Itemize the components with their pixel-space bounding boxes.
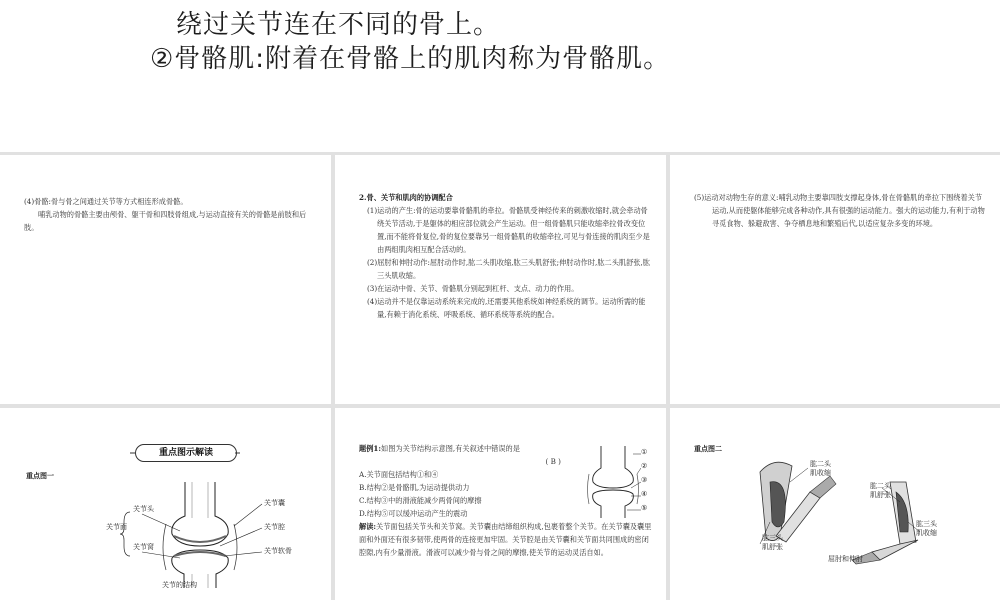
label-joint-head: 关节头 — [133, 505, 154, 513]
card5-explanation — [359, 520, 653, 559]
label-triceps-contract: 肱三头 肌收缩 — [916, 520, 937, 537]
label-joint-surface: 关节面 — [106, 523, 127, 531]
question-label: 题例1: — [359, 444, 382, 453]
card1-body — [24, 195, 314, 234]
marker-3: ③ — [641, 476, 648, 484]
label-joint-cartilage: 关节软骨 — [264, 547, 292, 555]
option-b: B.结构②是骨骼肌,为运动提供动力 — [359, 483, 470, 492]
label-biceps-contract: 肱二头 肌收缩 — [810, 460, 831, 477]
slide-thumbnail-6[interactable] — [670, 408, 1000, 600]
slide-thumbnail-2[interactable] — [335, 155, 666, 404]
explanation-label: 解读: — [359, 522, 377, 531]
hero-line-2: ②骨骼肌:附着在骨骼上的肌肉称为骨骼肌。 — [150, 44, 671, 74]
slide-thumbnail-5[interactable] — [335, 408, 666, 600]
item-1: (1)运动的产生:骨的运动要靠骨骼肌的牵拉。骨骼肌受神经传来的刺激收缩时,就会牵动骨绕关节活动,于是躯体的相应部位就会产生运动。但一组骨骼肌只能收缩牵拉骨改变位置,而不能将骨复位,骨的复位要靠另一组骨骼肌的收缩牵拉,可见与骨连接的肌肉至少是由两组肌肉相互配合活动的。 — [367, 206, 650, 254]
label-triceps-relax: 肱三头 肌舒张 — [762, 534, 783, 551]
explanation-text: 关节面包括关节头和关节窝。关节囊由结缔组织构成,包裹着整个关节。在关节囊及囊里面和外面还有很多韧带,使两骨的连接更加牢固。关节腔是由关节囊和关节面共同围成的密闭腔隙,内有少量滑液。滑液可以减少骨与骨之间的摩擦,使关节的运动灵活自如。 — [359, 522, 652, 557]
item-3: (3)在运动中骨、关节、骨骼肌分别起到杠杆、支点、动力的作用。 — [367, 284, 579, 293]
question-text: 如图为关节结构示意图,有关叙述中错误的是 — [381, 444, 520, 453]
figure-label-1: 重点图一 — [26, 471, 54, 480]
option-d: D.结构⑤可以缓冲运动产生的震动 — [359, 509, 468, 518]
label-joint-socket: 关节窝 — [133, 543, 154, 551]
item-2: (2)屈肘和伸肘动作:屈肘动作时,肱二头肌收缩,肱三头肌舒张;伸肘动作时,肱二头肌舒张,肱三头肌收缩。 — [367, 258, 650, 280]
marker-5: ⑤ — [641, 504, 648, 512]
slide-thumbnail-3[interactable] — [670, 155, 1000, 404]
hero-line-1: 绕过关节连在不同的骨上。 — [176, 10, 501, 40]
figure-caption-elbow: 屈肘和伸肘 — [828, 555, 863, 563]
label-joint-cavity: 关节腔 — [264, 523, 285, 531]
card5-body — [359, 442, 595, 520]
label-biceps-relax: 肱二头 肌舒张 — [870, 482, 891, 499]
slide-thumbnail-4[interactable] — [0, 408, 331, 600]
bone-paragraph: (4)骨骼:骨与骨之间通过关节等方式相连形成骨骼。 — [24, 197, 188, 206]
marker-4: ④ — [641, 490, 648, 498]
figure-caption-joint: 关节的结构 — [162, 581, 197, 589]
figure-label-2: 重点图二 — [694, 444, 722, 453]
skeleton-paragraph: 哺乳动物的骨骼主要由颅骨、躯干骨和四肢骨组成,与运动直接有关的骨骼是前肢和后肢。 — [24, 210, 307, 232]
key-figure-banner: 重点图示解读 — [135, 444, 237, 462]
card3-body — [694, 191, 986, 230]
section-heading: 2.骨、关节和肌肉的协调配合 — [359, 193, 453, 202]
item-4: (4)运动并不是仅靠运动系统来完成的,还需要其他系统如神经系统的调节。运动所需的能量,有赖于消化系统、呼吸系统、循环系统等系统的配合。 — [367, 297, 646, 319]
slide-thumbnail-1[interactable] — [0, 155, 331, 404]
slide-top-band — [0, 0, 1000, 152]
card2-body — [359, 191, 651, 321]
significance-paragraph: (5)运动对动物生存的意义:哺乳动物主要靠四肢支撑起身体,骨在骨骼肌的牵拉下围绕着关节运动,从而使躯体能够完成各种动作,具有很强的运动能力。强大的运动能力,有利于动物寻觅食物、躲避敌害、争夺栖息地和繁殖后代,以适应复杂多变的环境。 — [694, 193, 985, 228]
question-joint-diagram — [587, 444, 641, 520]
answer-value: ( B ) — [545, 457, 561, 466]
marker-2: ② — [641, 462, 648, 470]
option-a: A.关节面包括结构①和④ — [359, 470, 439, 479]
option-c: C.结构③中的滑液能减少两骨间的摩擦 — [359, 496, 482, 505]
label-joint-capsule: 关节囊 — [264, 499, 285, 507]
marker-1: ① — [641, 448, 648, 456]
joint-diagram — [100, 476, 300, 591]
